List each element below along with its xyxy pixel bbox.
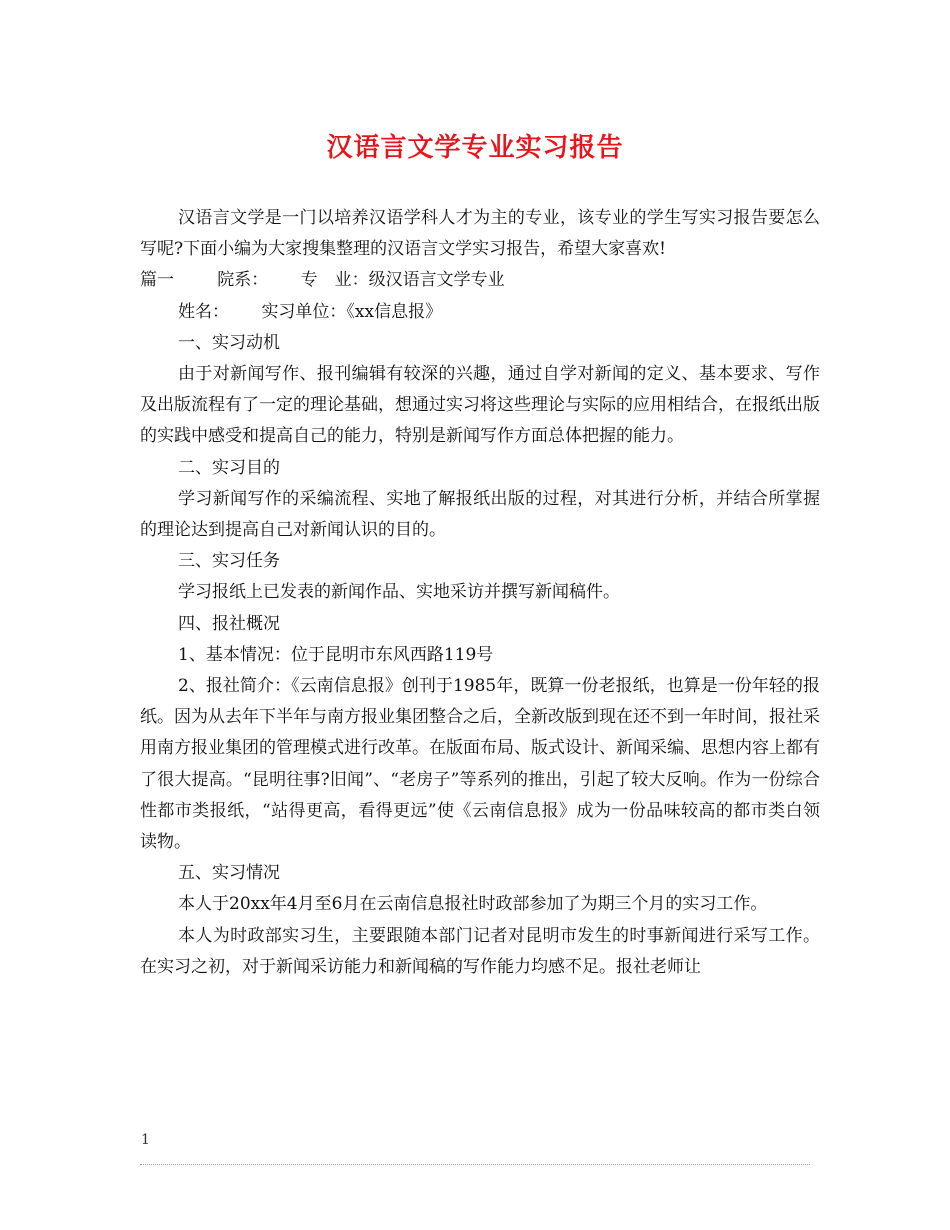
section-heading-motivation: 一、实习动机 xyxy=(178,332,280,353)
major-label: 专 业：级汉语言文学专业 xyxy=(300,270,505,291)
paragraph-motivation: 由于对新闻写作、报刊编辑有较深的兴趣，通过自学对新闻的定义、基本要求、写作及出版流程有了一定的理论基础，想通过实习将这些理论与实际的应用相结合，在报纸出版的实践中感受和提高自己的能力，特别是新闻写作方面总体把握的能力。 xyxy=(140,364,820,447)
paragraph-tasks: 学习报纸上已发表的新闻作品、实地采访并撰写新闻稿件。 xyxy=(178,582,620,603)
paragraph-situation-1: 本人于20xx年4月至6月在云南信息报社时政部参加了为期三个月的实习工作。 xyxy=(178,894,768,915)
section-heading-overview: 四、报社概况 xyxy=(178,613,280,634)
meta-line-1 xyxy=(140,265,820,296)
piece-label: 篇一 xyxy=(140,270,174,291)
section-heading-situation: 五、实习情况 xyxy=(178,863,280,884)
paragraph-purpose: 学习新闻写作的采编流程、实地了解报纸出版的过程，对其进行分析，并结合所掌握的理论达到提高自己对新闻认识的目的。 xyxy=(140,488,820,541)
paragraph-situation-2: 本人为时政部实习生，主要跟随本部门记者对昆明市发生的时事新闻进行采写工作。在实习之初，对于新闻采访能力和新闻稿的写作能力均感不足。报社老师让 xyxy=(140,925,820,977)
section-heading-purpose: 二、实习目的 xyxy=(178,457,280,478)
meta-line-2 xyxy=(140,297,820,328)
section-heading-tasks: 三、实习任务 xyxy=(178,551,280,572)
footer-divider xyxy=(140,1164,810,1165)
paragraph-intro-newspaper: 2、报社简介：《云南信息报》创刊于1985年，既算一份老报纸，也算是一份年轻的报纸。因为从去年下半年与南方报业集团整合之后，全新改版到现在还不到一年时间，报社采用南方报业集团的管理模式进行改革。在版面布局、版式设计、新闻采编、思想内容上都有了很大提高。“昆明往事?旧闻”、“老房子”等系列的推出，引起了较大反响。作为一份综合性都市类报纸，“站得更高，看得更远”使《云南信息报》成为一份品味较高的都市类白领读物。 xyxy=(140,676,820,853)
name-label: 姓名： xyxy=(178,301,229,322)
intro-paragraph: 汉语言文学是一门以培养汉语学科人才为主的专业，该专业的学生写实习报告要怎么写呢?下面小编为大家搜集整理的汉语言文学实习报告，希望大家喜欢! xyxy=(140,208,820,260)
dept-label: 院系： xyxy=(217,270,269,291)
page-number: 1 xyxy=(141,1132,150,1148)
unit-label: 实习单位：《xx信息报》 xyxy=(261,301,443,322)
paragraph-basic-info: 1、基本情况：位于昆明市东风西路119号 xyxy=(178,644,494,665)
document-title: 汉语言文学专业实习报告 xyxy=(326,133,624,163)
document-body xyxy=(140,203,820,983)
